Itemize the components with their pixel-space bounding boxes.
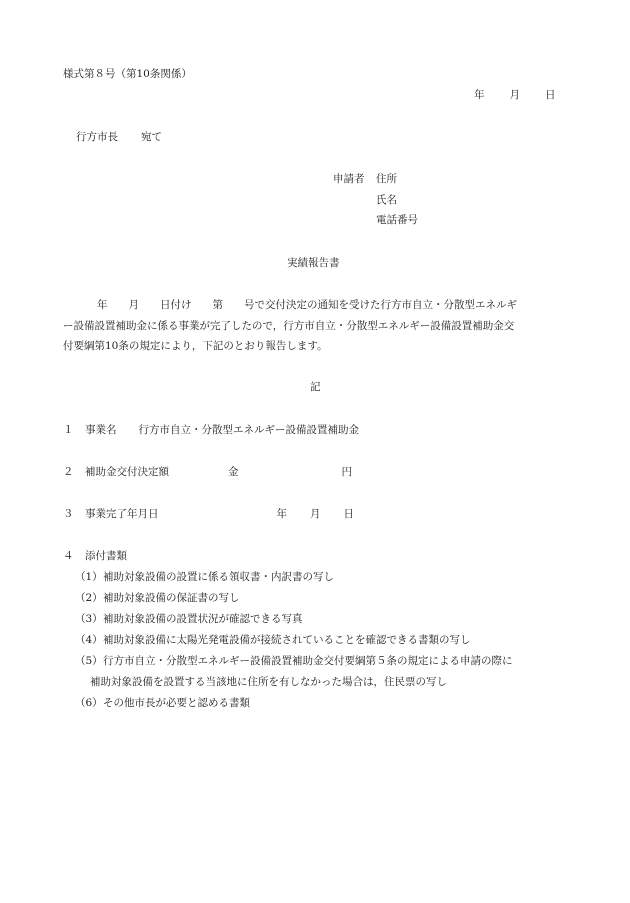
addressee bbox=[76, 130, 162, 144]
completion-day: 日 bbox=[343, 508, 354, 520]
attachment-text: その他市長が必要と認める書類 bbox=[103, 697, 250, 709]
item-label: 補助金交付決定額 bbox=[85, 466, 169, 478]
applicant-label: 申請者 bbox=[333, 173, 365, 185]
item-grant-amount bbox=[63, 465, 352, 479]
ki-heading: 記 bbox=[310, 381, 321, 393]
address-label: 住所 bbox=[376, 173, 397, 185]
item-label: 事業名 bbox=[85, 424, 117, 436]
attachment-number: （3） bbox=[75, 613, 103, 625]
attachment-text: 補助対象設備の設置状況が確認できる写真 bbox=[103, 613, 303, 625]
amount-kin: 金 bbox=[228, 466, 239, 478]
completion-month: 月 bbox=[310, 508, 321, 520]
form-number: 様式第８号（第10条関係） bbox=[63, 68, 192, 80]
item-label: 事業完了年月日 bbox=[85, 508, 159, 520]
attachment-number: （1） bbox=[75, 571, 103, 583]
document-title: 実績報告書 bbox=[287, 257, 340, 269]
attachment-number: （2） bbox=[75, 592, 103, 604]
attachment-number: （5） bbox=[75, 655, 103, 667]
date-line bbox=[474, 88, 556, 102]
date-day: 日 bbox=[545, 89, 556, 101]
attachment-number: （6） bbox=[75, 697, 103, 709]
item-project-name bbox=[63, 423, 359, 437]
item-completion-date bbox=[63, 507, 354, 521]
amount-yen: 円 bbox=[341, 466, 352, 478]
attachment-item bbox=[75, 696, 250, 710]
item-value: 行方市自立・分散型エネルギー設備設置補助金 bbox=[138, 424, 359, 436]
item-number: ２ bbox=[63, 466, 74, 478]
item-number: ３ bbox=[63, 508, 74, 520]
body-paragraph bbox=[63, 295, 579, 357]
item-attachments bbox=[63, 549, 127, 563]
item-number: ４ bbox=[63, 550, 74, 562]
body-line-3: 付要綱第10条の規定により，下記のとおり報告します。 bbox=[63, 340, 328, 352]
attachment-item bbox=[75, 654, 513, 668]
attachment-text-continued: 補助対象設備を設置する当該地に住所を有しなかった場合は，住民票の写し bbox=[90, 676, 447, 688]
item-number: １ bbox=[63, 424, 74, 436]
attachment-item bbox=[75, 612, 303, 626]
date-year: 年 bbox=[474, 89, 485, 101]
attachment-text: 補助対象設備の保証書の写し bbox=[103, 592, 240, 604]
attachment-item bbox=[75, 570, 334, 584]
addressee-name: 行方市長 bbox=[76, 131, 118, 143]
attachment-item bbox=[75, 591, 240, 605]
body-line-2: ー設備設置補助金に係る事業が完了したので，行方市自立・分散型エネルギー設備設置補助金交 bbox=[63, 319, 515, 332]
addressee-suffix: 宛て bbox=[141, 131, 162, 143]
body-line-1: 年 月 日付け 第 号で交付決定の通知を受けた行方市自立・分散型エネルギ bbox=[97, 299, 517, 311]
attachment-text: 行方市自立・分散型エネルギー設備設置補助金交付要綱第５条の規定による申請の際に bbox=[103, 655, 513, 667]
attachment-item bbox=[75, 633, 471, 647]
item-label: 添付書類 bbox=[85, 550, 127, 562]
date-month: 月 bbox=[509, 89, 520, 101]
attachment-text: 補助対象設備に太陽光発電設備が接続されていることを確認できる書類の写し bbox=[103, 634, 471, 646]
attachment-number: （4） bbox=[75, 634, 103, 646]
phone-label: 電話番号 bbox=[376, 214, 418, 226]
completion-year: 年 bbox=[276, 508, 287, 520]
attachment-text: 補助対象設備の設置に係る領収書・内訳書の写し bbox=[103, 571, 334, 583]
name-label: 氏名 bbox=[376, 194, 397, 206]
